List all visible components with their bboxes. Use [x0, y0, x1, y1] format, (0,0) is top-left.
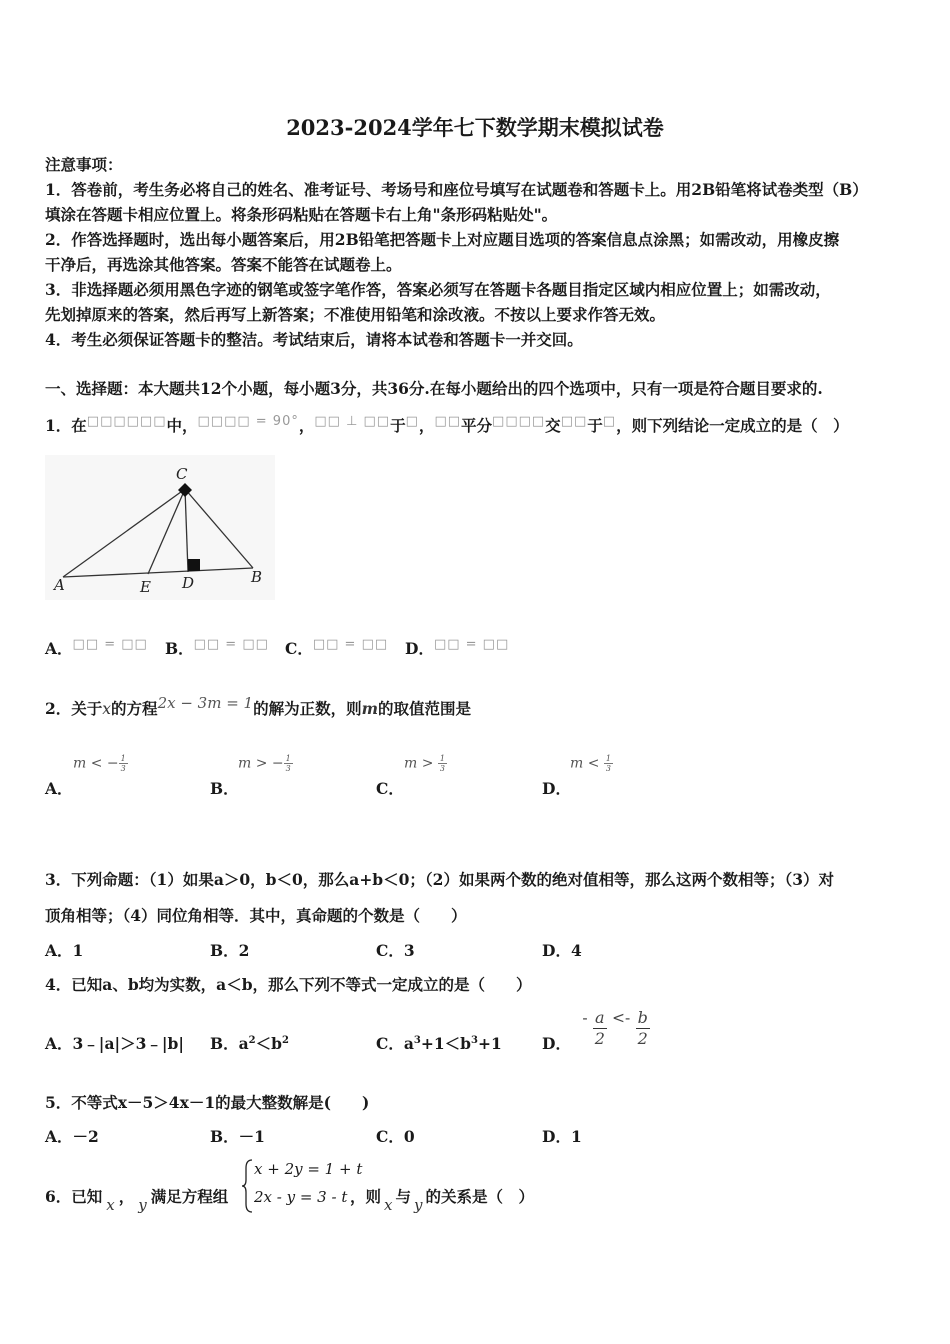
label-e: E — [140, 578, 151, 596]
option-placeholder: □□ = □□ — [72, 637, 148, 652]
question-4-stem: 4．已知a、b均为实数，a＜b，那么下列不等式一定成立的是（ ） — [45, 975, 532, 994]
q1-option-c[interactable] — [285, 637, 388, 659]
question-1-stem — [45, 414, 849, 436]
q6-text: 满足方程组 — [150, 1187, 229, 1206]
q6-text: ，则 — [350, 1187, 382, 1206]
q3-option-a[interactable]: A．1 — [45, 941, 84, 960]
q2-var-x: x — [102, 700, 112, 718]
question-2-stem — [45, 694, 472, 719]
numerator: 1 — [439, 754, 445, 763]
option-placeholder: □□ = □□ — [193, 637, 269, 652]
q4-option-a[interactable]: A．3﹣|a|＞3﹣|b| — [45, 1034, 185, 1053]
denominator: 3 — [439, 764, 445, 773]
denominator: 2 — [594, 1029, 605, 1048]
q6-text: 6．已知 — [45, 1187, 103, 1206]
q3-option-b[interactable]: B．2 — [210, 941, 250, 960]
note-4: 4．考生必须保证答题卡的整洁。考试结束后，请将本试卷和答题卡一并交回。 — [45, 330, 583, 349]
q1-text: ， — [418, 416, 435, 435]
q2-text: 的取值范围是 — [378, 699, 472, 718]
section-heading: 一、选择题：本大题共12个小题，每小题3分，共36分.在每小题给出的四个选项中，只有一项是符合题目要求的. — [45, 379, 823, 398]
question-3-line-2: 顶角相等；（4）同位角相等．其中，真命题的个数是（ ） — [45, 906, 467, 925]
exponent: 3 — [470, 1034, 478, 1046]
option-letter: B． — [165, 639, 194, 658]
q1-placeholder: □□□□ = 90° — [197, 414, 299, 429]
q2-text: 的方程 — [111, 699, 158, 718]
denominator: 2 — [637, 1029, 648, 1048]
q1-placeholder: □□ — [434, 414, 462, 429]
question-6-stem-b — [350, 1185, 534, 1214]
option-text: B．a — [210, 1034, 249, 1053]
option-expr: m < — [570, 755, 604, 772]
q1-text: 平分 — [461, 416, 493, 435]
q5-option-c[interactable]: C．0 — [376, 1127, 415, 1146]
q2-text: 2．关于 — [45, 699, 103, 718]
note-3a: 3．非选择题必须用黑色字迹的钢笔或签字笔作答，答案必须写在答题卡各题目指定区域内相应位置上；如需改动， — [45, 280, 831, 299]
option-formula — [73, 754, 128, 773]
q2-option-a[interactable] — [45, 754, 128, 799]
option-formula — [570, 754, 613, 773]
numerator: b — [637, 1008, 648, 1027]
option-letter: D． — [542, 1034, 571, 1053]
fraction — [119, 754, 128, 773]
fraction — [284, 754, 293, 773]
option-formula — [238, 754, 293, 773]
option-expr: m > — [404, 755, 438, 772]
option-letter: A． — [45, 779, 73, 798]
q2-equation: 2x − 3m = 1 — [157, 694, 254, 712]
q1-text: 于 — [390, 416, 406, 435]
option-letter: C． — [285, 639, 313, 658]
exponent: 2 — [248, 1034, 256, 1046]
q4-option-d[interactable] — [542, 1008, 650, 1053]
page-title: 2023-2024学年七下数学期末模拟试卷 — [286, 115, 664, 140]
option-placeholder: □□ = □□ — [312, 637, 389, 652]
q1-placeholder: □□ — [560, 414, 588, 429]
option-text: C．a — [376, 1034, 414, 1053]
system-eq-1: x + 2y = 1 + t — [254, 1160, 363, 1178]
numerator: 1 — [120, 754, 126, 763]
q2-option-c[interactable] — [376, 754, 447, 799]
option-text: +1＜b — [420, 1034, 471, 1053]
figure-background — [45, 455, 275, 600]
exponent: 3 — [413, 1034, 421, 1046]
label-a: A — [54, 576, 65, 594]
label-c: C — [176, 465, 188, 483]
notes-heading: 注意事项： — [45, 155, 123, 174]
triangle-figure — [45, 455, 275, 600]
q1-placeholder: □□□□ — [492, 414, 546, 429]
q6-text: 的关系是（ ） — [425, 1187, 534, 1206]
q1-option-d[interactable] — [405, 637, 509, 659]
q6-text: ， — [118, 1187, 135, 1206]
q5-option-b[interactable]: B．－1 — [210, 1127, 265, 1146]
q1-placeholder: □ — [405, 414, 419, 429]
q2-var-m: m — [361, 699, 379, 718]
q1-text: ， — [298, 416, 315, 435]
q4-option-b[interactable] — [210, 1032, 289, 1054]
question-5-stem: 5．不等式x－5＞4x－1的最大整数解是( ) — [45, 1093, 370, 1112]
system-eq-2: 2x - y = 3 - t — [254, 1188, 348, 1206]
fraction — [604, 754, 613, 773]
option-text: +1 — [477, 1034, 502, 1053]
numerator: 1 — [285, 754, 291, 763]
note-2b: 干净后，再选涂其他答案。答案不能答在试题卷上。 — [45, 255, 402, 274]
note-1a: 1．答卷前，考生务必将自己的姓名、准考证号、考场号和座位号填写在试题卷和答题卡上。用2B铅笔将试卷类型（B） — [45, 180, 868, 199]
q4-option-c[interactable] — [376, 1032, 502, 1054]
q5-option-a[interactable]: A．－2 — [45, 1127, 99, 1146]
q2-text: 的解为正数，则 — [253, 699, 362, 718]
q3-option-d[interactable]: D．4 — [542, 941, 582, 960]
denominator: 3 — [285, 764, 291, 773]
option-formula — [404, 754, 447, 773]
option-letter: D． — [542, 779, 571, 798]
question-3-line-1: 3．下列命题：（1）如果a＞0，b＜0，那么a+b＜0；（2）如果两个数的绝对值相等，那么这两个数相等；（3）对 — [45, 870, 834, 889]
option-letter: D． — [405, 639, 434, 658]
option-letter: B． — [210, 779, 239, 798]
q1-placeholder: □ — [602, 414, 617, 429]
fraction-a-over-2 — [593, 1008, 607, 1049]
less-than-sign: <- — [611, 1009, 631, 1027]
right-angle-mark-d — [188, 559, 200, 571]
q6-var-y: y — [414, 1196, 423, 1214]
option-placeholder: □□ = □□ — [433, 637, 510, 652]
q1-text: 1．在 — [45, 416, 87, 435]
question-6-stem-a — [45, 1185, 229, 1214]
q1-text: ，则下列结论一定成立的是（ ） — [616, 416, 849, 435]
q6-var-x: x — [106, 1196, 115, 1214]
option-expr: m < − — [73, 755, 119, 772]
label-d: D — [182, 574, 195, 592]
note-3b: 先划掉原来的答案，然后再写上新答案；不准使用铅笔和涂改液。不按以上要求作答无效。 — [45, 305, 666, 324]
q1-placeholder: □□□□□□ — [86, 414, 167, 429]
q1-text: 于 — [587, 416, 603, 435]
numerator: a — [595, 1008, 605, 1027]
numerator: 1 — [605, 754, 611, 763]
fraction — [438, 754, 447, 773]
exponent: 2 — [281, 1034, 289, 1046]
minus-sign: - — [582, 1009, 588, 1027]
q2-option-d[interactable] — [542, 754, 613, 799]
q6-text: 与 — [395, 1187, 411, 1206]
fraction-b-over-2 — [636, 1008, 650, 1049]
option-expr: m > − — [238, 755, 284, 772]
q1-placeholder: □□ ⊥ □□ — [314, 414, 391, 429]
q5-option-d[interactable]: D．1 — [542, 1127, 582, 1146]
denominator: 3 — [605, 764, 611, 773]
option-letter: C． — [376, 779, 404, 798]
q2-option-b[interactable] — [210, 754, 293, 799]
option-letter: A． — [45, 639, 73, 658]
option-text: ＜b — [255, 1034, 282, 1053]
q1-text: 中， — [166, 416, 198, 435]
note-2a: 2．作答选择题时，选出每小题答案后，用2B铅笔把答题卡上对应题目选项的答案信息点涂黑；如需改动，用橡皮擦 — [45, 230, 840, 249]
brace-icon — [240, 1158, 254, 1214]
q1-text: 交 — [545, 416, 561, 435]
q6-var-y: y — [138, 1196, 147, 1214]
q6-var-x: x — [384, 1196, 393, 1214]
q3-option-c[interactable]: C．3 — [376, 941, 415, 960]
label-b: B — [251, 568, 263, 586]
q1-option-b[interactable] — [165, 637, 269, 659]
denominator: 3 — [120, 764, 126, 773]
q1-option-a[interactable] — [45, 637, 148, 659]
note-1b: 填涂在答题卡相应位置上。将条形码粘贴在答题卡右上角"条形码粘贴处"。 — [45, 205, 558, 224]
